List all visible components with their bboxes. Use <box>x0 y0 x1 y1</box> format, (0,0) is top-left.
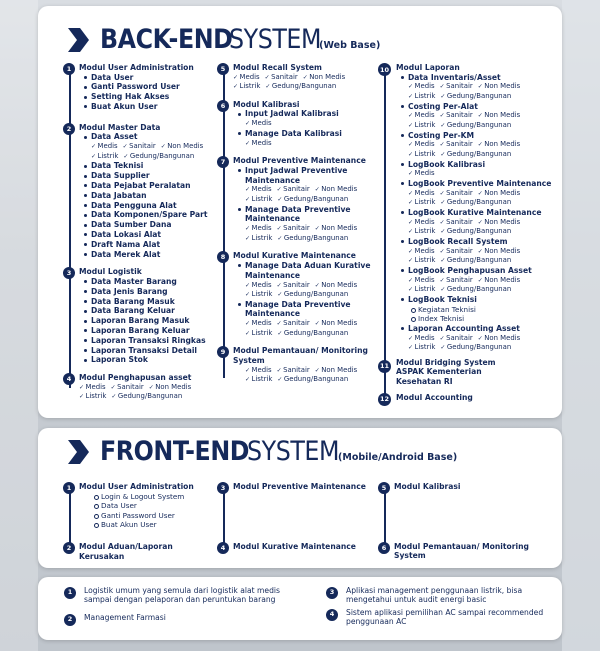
list-item: LogBook Recall System ✓ Medis ✓ Sanitair ✓ Non Medis ✓ Listrik ✓ Gedung/Bangunan <box>408 237 553 266</box>
front-module-3 <box>217 482 377 492</box>
list-item: Data Komponen/Spare Part <box>91 210 228 220</box>
note-number: 2 <box>64 614 76 626</box>
module-title: Modul Master Data <box>79 122 161 132</box>
module-title: Modul Pemantauan/ Monitoring System <box>233 346 368 366</box>
module-title: Modul Recall System <box>233 63 322 72</box>
list-item: Laporan Barang Masuk <box>91 316 228 326</box>
notes-card <box>38 577 562 640</box>
list-item: Manage Data Aduan Kurative Maintenance ✓ Medis ✓ Sanitair ✓ Non Medis ✓ Listrik ✓ Gedung/Bangunan <box>245 261 379 300</box>
back-end-column-1 <box>63 63 228 402</box>
list-item: Manage Data Preventive Maintenance ✓ Medis ✓ Sanitair ✓ Non Medis ✓ Listrik ✓ Gedung/Bangunan <box>245 300 379 339</box>
tag-gedung: ✓ Gedung/Bangunan <box>123 152 194 162</box>
module-title: Modul Kurative Maintenance <box>233 251 356 261</box>
list-item: Data Inventaris/Asset ✓ Medis ✓ Sanitair ✓ Non Medis ✓ Listrik ✓ Gedung/Bangunan <box>408 73 553 102</box>
back-module-6 <box>217 100 379 148</box>
front-module-5 <box>378 482 548 492</box>
module-title: Modul Laporan <box>396 63 460 72</box>
tag-listrik: ✓ Listrik <box>91 152 118 162</box>
back-end-column-2 <box>217 63 379 385</box>
module-title: Modul User Administration <box>79 482 194 491</box>
module-number: 3 <box>63 267 75 279</box>
list-item: Input Jadwal Kalibrasi ✓ Medis <box>245 109 379 128</box>
front-module-1 <box>63 482 223 530</box>
front-end-title-light: SYSTEM <box>247 436 340 467</box>
note-text: Aplikasi management penggunaan listrik, bisa mengetahui untuk audit energi basic <box>346 586 523 605</box>
list-item: Data Supplier <box>91 171 228 181</box>
back-module-5: 5 Modul Recall System ✓ Medis ✓ Sanitair ✓ Non Medis ✓ Listrik ✓ Gedung/Bangunan <box>217 63 379 92</box>
note-number: 3 <box>326 587 338 599</box>
front-end-column-3 <box>378 482 548 561</box>
module-number: 5 <box>378 482 390 494</box>
module-number: 11 <box>378 360 391 373</box>
sub-item: Kegiatan Teknisi <box>418 305 553 315</box>
list-item: Laporan Transaksi Ringkas <box>91 336 228 346</box>
list-item: Buat Akun User <box>91 102 228 112</box>
module-title: Modul Preventive Maintenance <box>233 482 366 491</box>
front-end-subtitle: (Mobile/Android Base) <box>338 452 458 463</box>
back-end-title-light: SYSTEM <box>228 24 321 55</box>
module-number: 8 <box>217 251 229 263</box>
note-text: Management Farmasi <box>84 613 166 622</box>
back-module-4: 4 Modul Penghapusan asset ✓ Medis ✓ Sanitair ✓ Non Medis ✓ Listrik ✓ Gedung/Bangunan <box>63 373 228 402</box>
back-module-2 <box>63 123 228 260</box>
back-module-9: 9 Modul Pemantauan/ Monitoring System ✓ Medis ✓ Sanitair ✓ Non Medis ✓ Listrik ✓ Gedung/Bangunan <box>217 346 379 384</box>
back-end-column-3 <box>378 63 553 402</box>
list-item: Data Jabatan <box>91 191 228 201</box>
module-number: 3 <box>217 482 229 494</box>
module-number: 1 <box>63 482 75 494</box>
module-title: Modul Bridging System ASPAK Kementerian Kesehatan RI <box>396 357 496 387</box>
module-title: Modul Aduan/Laporan Kerusakan <box>79 541 173 561</box>
chevron-right-icon <box>66 27 90 53</box>
front-end-column-2 <box>217 482 377 551</box>
list-item: Draft Nama Alat <box>91 240 228 250</box>
tag-sanitair: ✓ Sanitair <box>123 142 156 152</box>
note-4 <box>326 608 556 626</box>
list-item: LogBook Kalibrasi ✓ Medis <box>408 160 553 179</box>
list-item: Data Jenis Barang <box>91 287 228 297</box>
list-item: Input Jadwal Preventive Maintenance ✓ Medis ✓ Sanitair ✓ Non Medis ✓ Listrik ✓ Gedung/Bangunan <box>245 166 379 205</box>
note-number: 1 <box>64 587 76 599</box>
list-item: Data Pejabat Peralatan <box>91 181 228 191</box>
note-1 <box>64 586 304 604</box>
front-end-column-1 <box>63 482 223 561</box>
list-item: Costing Per-Alat ✓ Medis ✓ Sanitair ✓ Non Medis ✓ Listrik ✓ Gedung/Bangunan <box>408 102 553 131</box>
list-item: LogBook Preventive Maintenance ✓ Medis ✓ Sanitair ✓ Non Medis ✓ Listrik ✓ Gedung/Bangunan <box>408 179 553 208</box>
list-item: Laporan Transaksi Detail <box>91 346 228 356</box>
list-item: Data Sumber Dana <box>91 220 228 230</box>
sub-item: Ganti Password User <box>101 511 223 521</box>
list-item: Manage Data Kalibrasi ✓ Medis <box>245 129 379 148</box>
back-module-11 <box>378 358 553 387</box>
back-module-1 <box>63 63 228 112</box>
module-number: 9 <box>217 346 229 358</box>
back-end-title <box>66 24 380 55</box>
list-item: Laporan Barang Keluar <box>91 326 228 336</box>
module-title: Modul Logistik <box>79 267 142 277</box>
module-number: 4 <box>63 373 75 385</box>
module-title: Modul Kalibrasi <box>233 99 300 109</box>
list-item: Data Lokasi Alat <box>91 230 228 240</box>
module-number: 6 <box>378 542 390 554</box>
front-end-title-bold: FRONT-END <box>100 436 250 467</box>
list-item: Manage Data Preventive Maintenance ✓ Medis ✓ Sanitair ✓ Non Medis ✓ Listrik ✓ Gedung/Bangunan <box>245 205 379 244</box>
list-item: Costing Per-KM ✓ Medis ✓ Sanitair ✓ Non Medis ✓ Listrik ✓ Gedung/Bangunan <box>408 131 553 160</box>
module-number: 10 <box>378 63 391 76</box>
module-number: 2 <box>63 123 75 135</box>
list-item: Data Merek Alat <box>91 250 228 260</box>
back-end-subtitle: (Web Base) <box>319 40 381 51</box>
note-text: Sistem aplikasi pemilihan AC sampai recommended penggunaan AC <box>346 608 544 627</box>
back-module-7 <box>217 156 379 243</box>
module-number: 7 <box>217 156 229 168</box>
module-title: Modul Pemantauan/ Monitoring System <box>394 541 529 561</box>
front-module-2 <box>63 542 223 561</box>
back-module-8 <box>217 251 379 338</box>
module-title: Modul Penghapusan asset <box>79 373 192 383</box>
front-module-6 <box>378 542 548 561</box>
module-number: 12 <box>378 393 391 406</box>
list-item: Data Master Barang <box>91 277 228 287</box>
sub-item: Data User <box>101 501 223 511</box>
list-item: Data Asset ✓ Medis ✓ Sanitair ✓ Non Medis ✓ Listrik ✓ Gedung/Bangunan <box>91 132 228 161</box>
tag-non-medis: ✓ Non Medis <box>161 142 204 152</box>
tag-medis: ✓ Medis <box>91 142 118 152</box>
chevron-right-icon <box>66 439 90 465</box>
note-number: 4 <box>326 609 338 621</box>
note-text: Logistik umum yang semula dari logistik alat medis sampai dengan pelaporan dan peruntukan barang <box>84 586 280 605</box>
sub-item: Login & Logout System <box>101 492 223 502</box>
list-item: Laporan Accounting Asset ✓ Medis ✓ Sanitair ✓ Non Medis ✓ Listrik ✓ Gedung/Bangunan <box>408 324 553 353</box>
module-title: Modul User Administration <box>79 63 194 72</box>
back-end-card <box>38 6 562 418</box>
list-item: LogBook Penghapusan Asset ✓ Medis ✓ Sanitair ✓ Non Medis ✓ Listrik ✓ Gedung/Bangunan <box>408 266 553 295</box>
back-end-title-bold: BACK-END <box>100 24 233 55</box>
module-number: 6 <box>217 100 229 112</box>
list-item: Setting Hak Akses <box>91 92 228 102</box>
back-module-10 <box>378 63 553 353</box>
list-item: Data Teknisi <box>91 161 228 171</box>
list-item: Data User <box>91 73 228 83</box>
module-number: 5 <box>217 63 229 75</box>
module-title: Modul Kurative Maintenance <box>233 541 356 551</box>
module-number: 2 <box>63 542 75 554</box>
module-title: Modul Preventive Maintenance <box>233 156 366 166</box>
module-title: Modul Kalibrasi <box>394 482 461 491</box>
front-end-title <box>66 436 457 467</box>
list-item: Laporan Stok <box>91 355 228 365</box>
back-module-12 <box>378 393 553 403</box>
module-number: 1 <box>63 63 75 75</box>
note-2 <box>64 613 304 622</box>
front-module-4 <box>217 542 377 552</box>
list-item: Data Barang Keluar <box>91 306 228 316</box>
note-3 <box>326 586 556 604</box>
sub-item: Buat Akun User <box>101 520 223 530</box>
list-item: LogBook Teknisi Kegiatan Teknisi Index Teknisi <box>408 295 553 324</box>
list-item: Data Barang Masuk <box>91 297 228 307</box>
module-title: Modul Accounting <box>396 392 473 402</box>
back-module-3 <box>63 267 228 365</box>
sub-item: Index Teknisi <box>418 314 553 324</box>
list-item: LogBook Kurative Maintenance ✓ Medis ✓ Sanitair ✓ Non Medis ✓ Listrik ✓ Gedung/Bangunan <box>408 208 553 237</box>
list-item: Ganti Password User <box>91 82 228 92</box>
list-item: Data Pengguna Alat <box>91 201 228 211</box>
front-end-card <box>38 428 562 568</box>
module-number: 4 <box>217 542 229 554</box>
